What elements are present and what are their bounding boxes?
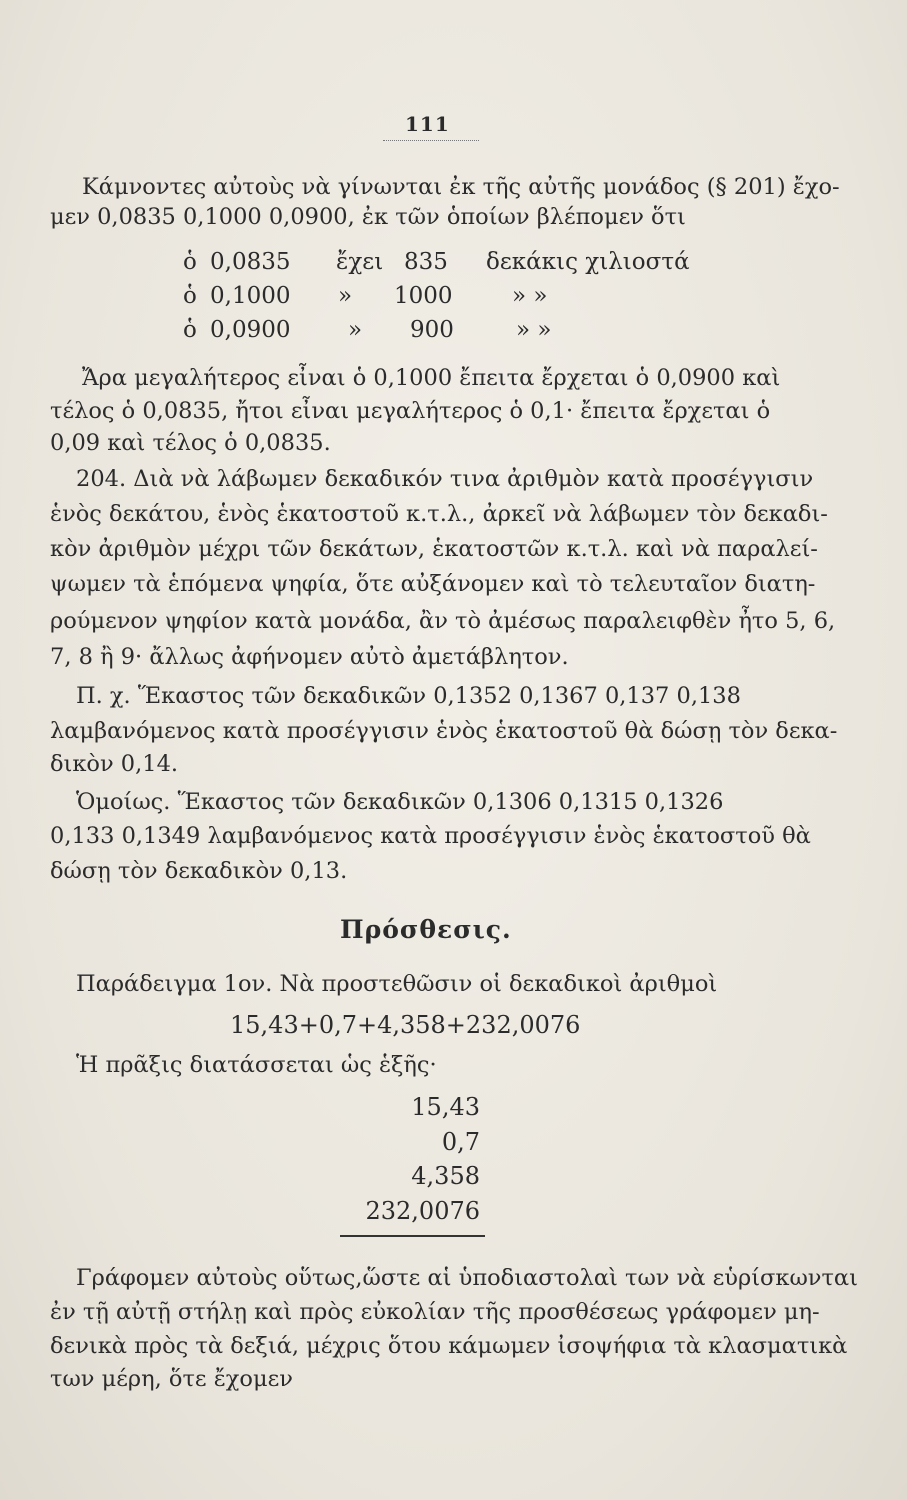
intro-line-2: μεν 0,0835 0,1000 0,0900, ἐκ τῶν ὁποίων βλέπομεν ὅτι — [50, 204, 686, 230]
unit: δεκάκις χιλιοστά — [486, 249, 690, 275]
p204-line-3: κὸν ἀριθμὸν μέχρι τῶν δεκάτων, ἑκατοστῶν κ.τ.λ. καὶ νὰ παραλεί- — [50, 536, 818, 562]
example-px-line-2: λαμβανόμενος κατὰ προσέγγισιν ἑνὸς ἑκατοστοῦ θὰ δώσῃ τὸν δεκα- — [50, 718, 838, 744]
p204-line-6: 7, 8 ἢ 9· ἄλλως ἀφήνομεν αὐτὸ ἀμετάβλητον. — [50, 644, 569, 670]
decimal-value: 0,0900 — [210, 317, 291, 343]
addend: 15,43 — [411, 1093, 480, 1121]
example1-line: Παράδειγμα 1ον. Νὰ προστεθῶσιν οἱ δεκαδικοὶ ἀριθμοὶ — [76, 971, 718, 997]
example-omoios-line-3: δώσῃ τὸν δεκαδικὸν 0,13. — [50, 858, 348, 884]
count: 900 — [410, 317, 454, 343]
example-px-line-1: Π. χ. Ἕκαστος τῶν δεκαδικῶν 0,1352 0,1367 0,137 0,138 — [76, 683, 741, 709]
closing-line-4: των μέρη, ὅτε ἔχομεν — [50, 1366, 293, 1392]
page-number-rule — [383, 140, 479, 141]
example-px-line-3: δικὸν 0,14. — [50, 751, 179, 777]
section-heading: Πρόσθεσις. — [340, 915, 512, 944]
count: 1000 — [394, 283, 453, 309]
decimal-value: 0,1000 — [210, 283, 291, 309]
p204-line-1: 204. Διὰ νὰ λάβωμεν δεκαδικόν τινα ἀριθμὸν κατὰ προσέγγισιν — [76, 466, 814, 492]
ara-line-3: 0,09 καὶ τέλος ὁ 0,0835. — [50, 430, 331, 456]
count: 835 — [404, 249, 448, 275]
example1-expression: 15,43+0,7+4,358+232,0076 — [230, 1011, 581, 1039]
article: ὁ — [183, 317, 197, 343]
example1-arrangement: Ἡ πρᾶξις διατάσσεται ὡς ἑξῆς· — [76, 1052, 437, 1078]
addend: 0,7 — [441, 1128, 480, 1156]
closing-line-2: ἐν τῇ αὐτῇ στήλῃ καὶ πρὸς εὐκολίαν τῆς προσθέσεως γράφομεν μη- — [50, 1299, 820, 1325]
verb: ἔχει — [336, 249, 384, 275]
article: ὁ — [183, 283, 197, 309]
verb: » — [338, 283, 353, 309]
p204-line-4: ψωμεν τὰ ἑπόμενα ψηφία, ὅτε αὐξάνομεν καὶ τὸ τελευταῖον διατη- — [50, 571, 816, 597]
verb: » — [348, 317, 363, 343]
closing-line-3: δενικὰ πρὸς τὰ δεξιά, μέχρις ὅτου κάμωμεν ἰσοψήφια τὰ κλασματικὰ — [50, 1333, 848, 1359]
example-omoios-line-2: 0,133 0,1349 λαμβανόμενος κατὰ προσέγγισιν ἑνὸς ἑκατοστοῦ θὰ — [50, 823, 811, 849]
closing-line-1: Γράφομεν αὐτοὺς οὕτως,ὥστε αἱ ὑποδιαστολαὶ των νὰ εὑρίσκωνται — [76, 1265, 858, 1291]
unit: » » — [512, 283, 548, 309]
page-number: 111 — [405, 112, 450, 136]
sum-rule — [340, 1235, 485, 1237]
article: ὁ — [183, 249, 197, 275]
p204-line-5: ρούμενον ψηφίον κατὰ μονάδα, ἂν τὸ ἀμέσως παραλειφθὲν ἦτο 5, 6, — [50, 608, 836, 634]
example-omoios-line-1: Ὁμοίως. Ἕκαστος τῶν δεκαδικῶν 0,1306 0,1315 0,1326 — [76, 789, 724, 815]
unit: » » — [516, 317, 552, 343]
addend: 232,0076 — [365, 1197, 480, 1225]
ara-line-1: Ἄρα μεγαλήτερος εἶναι ὁ 0,1000 ἔπειτα ἔρχεται ὁ 0,0900 καὶ — [82, 365, 781, 391]
intro-line-1: Κάμνοντες αὐτοὺς νὰ γίνωνται ἐκ τῆς αὐτῆς μονάδος (§ 201) ἔχο- — [82, 174, 840, 200]
ara-line-2: τέλος ὁ 0,0835, ἤτοι εἶναι μεγαλήτερος ὁ 0,1· ἔπειτα ἔρχεται ὁ — [50, 398, 771, 424]
decimal-value: 0,0835 — [210, 249, 291, 275]
p204-line-2: ἑνὸς δεκάτου, ἑνὸς ἑκατοστοῦ κ.τ.λ., ἀρκεῖ νὰ λάβωμεν τὸν δεκαδι- — [50, 501, 828, 527]
addend: 4,358 — [411, 1162, 480, 1190]
